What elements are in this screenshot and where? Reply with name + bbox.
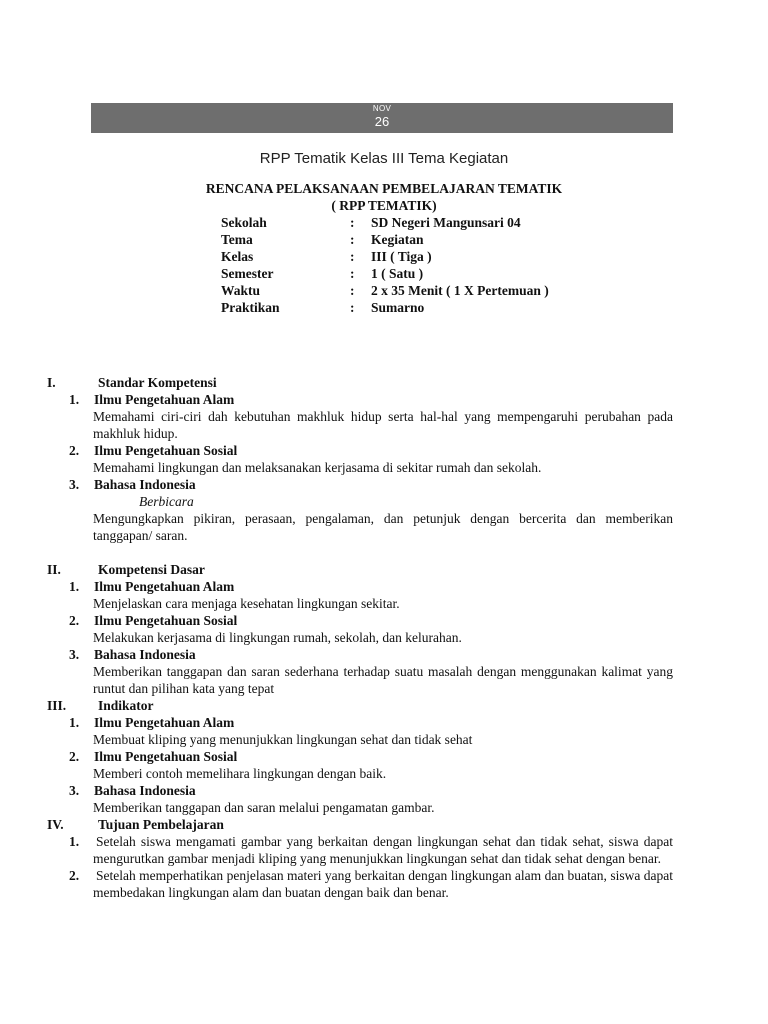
info-key: Kelas — [221, 249, 254, 264]
info-row-tema — [221, 231, 621, 248]
subsection-title: Ilmu Pengetahuan Sosial — [94, 443, 238, 458]
subsection-heading — [47, 391, 673, 408]
document-subtitle: ( RPP TEMATIK) — [331, 198, 437, 213]
goal-number: 1. — [69, 834, 80, 849]
info-row-praktikan — [221, 299, 621, 316]
section-heading-standar-kompetensi — [47, 374, 673, 391]
section-heading-indikator — [47, 697, 673, 714]
subsection-heading — [47, 646, 673, 663]
info-row-sekolah — [221, 214, 621, 231]
section-title: Kompetensi Dasar — [98, 562, 205, 577]
section-title: Indikator — [98, 698, 154, 713]
subsection-number: 3. — [69, 477, 80, 492]
info-key: Sekolah — [221, 215, 267, 230]
subsection-title: Bahasa Indonesia — [94, 477, 196, 492]
date-day: 26 — [374, 114, 390, 129]
info-row-semester — [221, 265, 621, 282]
subsection-number: 2. — [69, 443, 80, 458]
paragraph: Melakukan kerjasama di lingkungan rumah, sekolah, dan kelurahan. — [93, 630, 462, 645]
paragraph: Memahami ciri-ciri dah kebutuhan makhluk hidup serta hal-hal yang mempengaruhi perubahan pada makhluk hidup. — [93, 409, 673, 441]
subsection-title: Ilmu Pengetahuan Alam — [94, 715, 235, 730]
subsection-heading — [47, 782, 673, 799]
info-separator: : — [350, 300, 355, 315]
subsection-title: Ilmu Pengetahuan Alam — [94, 392, 235, 407]
paragraph: Memahami lingkungan dan melaksanakan kerjasama di sekitar rumah dan sekolah. — [93, 460, 542, 475]
subsection-number: 3. — [69, 783, 80, 798]
info-separator: : — [350, 283, 355, 298]
subsection-number: 1. — [69, 715, 80, 730]
info-table — [221, 214, 621, 316]
paragraph: Menjelaskan cara menjaga kesehatan lingkungan sekitar. — [93, 596, 400, 611]
subsection-heading — [47, 748, 673, 765]
subtopic-label: Berbicara — [139, 494, 194, 509]
info-key: Waktu — [221, 283, 261, 298]
info-key: Praktikan — [221, 300, 280, 315]
subsection-heading — [47, 612, 673, 629]
section-heading-kompetensi-dasar — [47, 561, 673, 578]
document-header — [0, 180, 768, 214]
info-value: SD Negeri Mangunsari 04 — [371, 215, 521, 230]
subsection-number: 1. — [69, 392, 80, 407]
section-number: III. — [47, 698, 67, 713]
info-separator: : — [350, 232, 355, 247]
subsection-title: Ilmu Pengetahuan Alam — [94, 579, 235, 594]
paragraph: Mengungkapkan pikiran, perasaan, pengalaman, dan petunjuk dengan bercerita dan memberikan tanggapan/ saran. — [93, 511, 673, 543]
info-row-waktu — [221, 282, 621, 299]
paragraph: Memberikan tanggapan dan saran melalui pengamatan gambar. — [93, 800, 435, 815]
info-value: III ( Tiga ) — [371, 249, 432, 264]
info-separator: : — [350, 249, 355, 264]
subsection-title: Ilmu Pengetahuan Sosial — [94, 613, 238, 628]
subsection-number: 1. — [69, 579, 80, 594]
section-number: IV. — [47, 817, 64, 832]
post-title: RPP Tematik Kelas III Tema Kegiatan — [259, 150, 509, 167]
info-value: 2 x 35 Menit ( 1 X Pertemuan ) — [371, 283, 549, 298]
goal-number: 2. — [69, 868, 80, 883]
section-number: I. — [47, 375, 56, 390]
goal-item — [47, 867, 673, 901]
subsection-number: 3. — [69, 647, 80, 662]
paragraph: Membuat kliping yang menunjukkan lingkungan sehat dan tidak sehat — [93, 732, 473, 747]
info-key: Tema — [221, 232, 253, 247]
section-title: Standar Kompetensi — [98, 375, 217, 390]
section-title: Tujuan Pembelajaran — [98, 817, 224, 832]
info-value: Sumarno — [371, 300, 425, 315]
subsection-heading — [47, 714, 673, 731]
section-number: II. — [47, 562, 61, 577]
goal-text: Setelah memperhatikan penjelasan materi yang berkaitan dengan lingkungan alam dan buatan, siswa dapat membedakan lingkungan alam dan buatan dengan baik dan benar. — [93, 868, 673, 900]
paragraph: Memberikan tanggapan dan saran sederhana terhadap suatu masalah dengan menggunakan kalimat yang runtut dan pilihan kata yang tepat — [93, 664, 673, 696]
info-separator: : — [350, 215, 355, 230]
info-value: 1 ( Satu ) — [371, 266, 424, 281]
info-key: Semester — [221, 266, 274, 281]
subsection-title: Bahasa Indonesia — [94, 647, 196, 662]
date-badge — [91, 103, 673, 133]
subsection-heading — [47, 476, 673, 493]
subsection-number: 2. — [69, 749, 80, 764]
subsection-heading — [47, 442, 673, 459]
goal-text: Setelah siswa mengamati gambar yang berkaitan dengan lingkungan sehat dan tidak sehat, siswa dapat mengurutkan gambar menjadi kliping yang menunjukkan lingkungan sehat dan tidak sehat dengan benar. — [93, 834, 673, 866]
subsection-title: Ilmu Pengetahuan Sosial — [94, 749, 238, 764]
date-month: NOV — [372, 104, 392, 113]
spacer — [47, 544, 673, 561]
goal-item — [47, 833, 673, 867]
paragraph: Memberi contoh memelihara lingkungan dengan baik. — [93, 766, 387, 781]
info-separator: : — [350, 266, 355, 281]
section-heading-tujuan-pembelajaran — [47, 816, 673, 833]
subsection-title: Bahasa Indonesia — [94, 783, 196, 798]
subsection-number: 2. — [69, 613, 80, 628]
document-body — [47, 374, 673, 901]
info-row-kelas — [221, 248, 621, 265]
info-value: Kegiatan — [371, 232, 424, 247]
document-title: RENCANA PELAKSANAAN PEMBELAJARAN TEMATIK — [205, 181, 563, 196]
subsection-heading — [47, 578, 673, 595]
